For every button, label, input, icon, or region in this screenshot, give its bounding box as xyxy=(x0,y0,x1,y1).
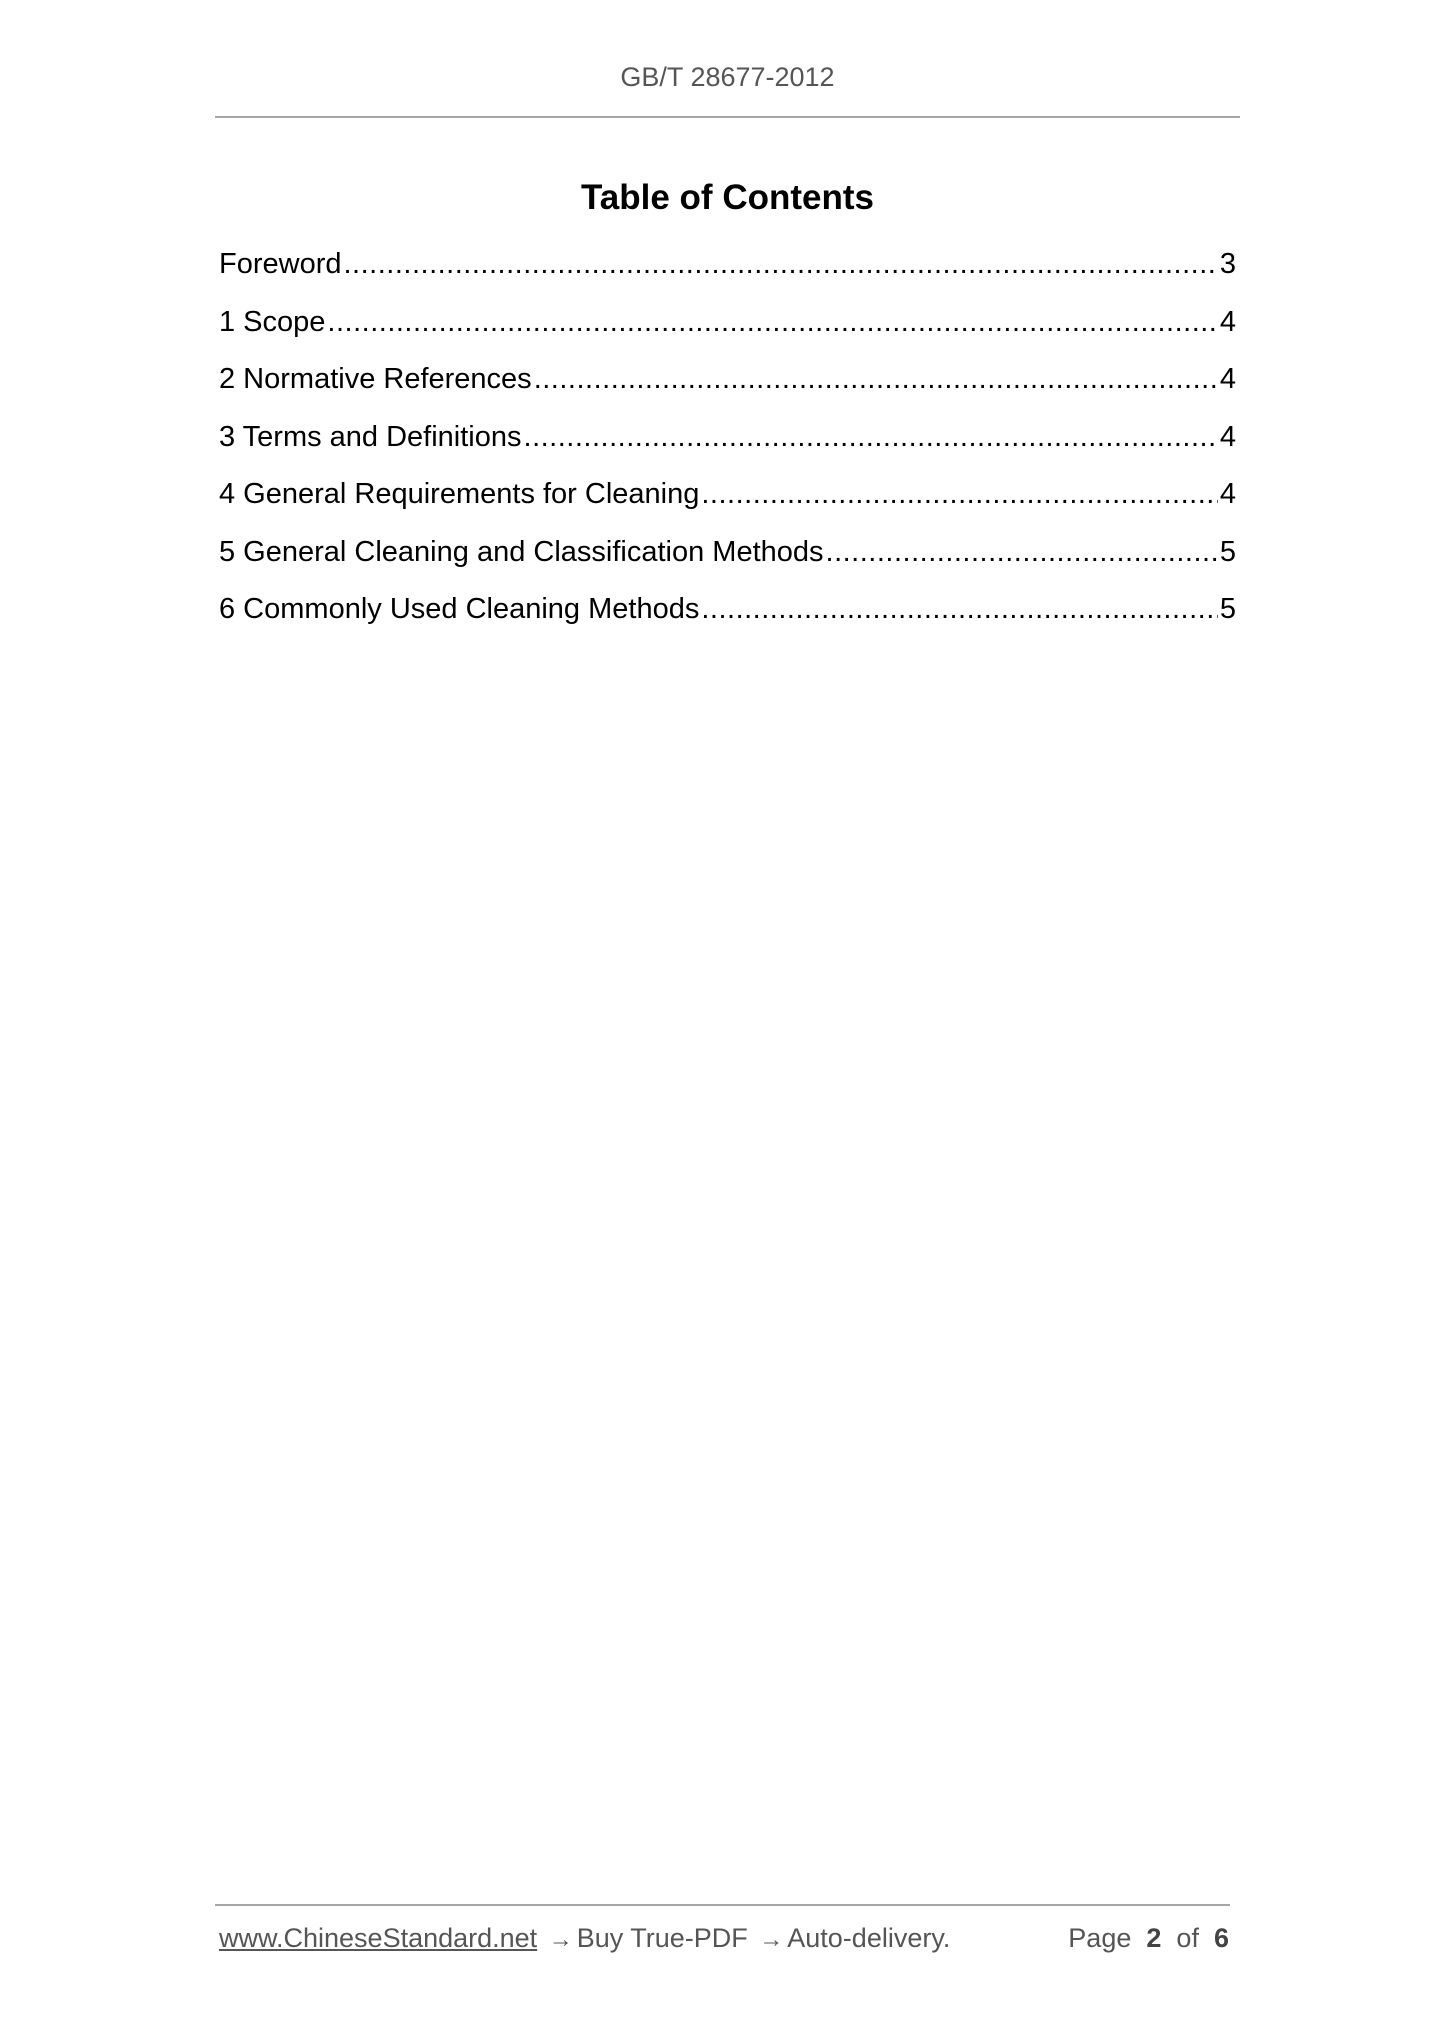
toc-entry-label: 5 General Cleaning and Classification Methods xyxy=(219,535,824,568)
page-total: 6 xyxy=(1213,1923,1229,1953)
toc-entry-label: 3 Terms and Definitions xyxy=(219,420,522,453)
header-divider xyxy=(215,116,1240,118)
toc-dot-leader xyxy=(524,421,1218,454)
toc-dot-leader xyxy=(826,536,1218,569)
toc-entry-general-cleaning-methods[interactable] xyxy=(219,536,1236,594)
toc-entry-foreword[interactable] xyxy=(219,248,1236,306)
toc-entry-terms-and-definitions[interactable] xyxy=(219,421,1236,479)
toc-dot-leader xyxy=(701,593,1218,626)
footer-delivery-text: Auto-delivery. xyxy=(787,1923,951,1953)
toc-entry-page: 5 xyxy=(1219,593,1236,625)
toc-dot-leader xyxy=(344,248,1218,281)
toc-dot-leader xyxy=(701,478,1217,511)
toc-entry-label: Foreword xyxy=(219,248,342,280)
footer-promo xyxy=(219,1923,950,1954)
toc-entry-page: 4 xyxy=(1219,363,1236,395)
arrow-right-icon: → xyxy=(548,1926,573,1953)
toc-dot-leader xyxy=(327,306,1217,339)
toc-entry-page: 3 xyxy=(1219,248,1236,280)
toc-entry-normative-references[interactable] xyxy=(219,363,1236,421)
toc-entry-label: 2 Normative References xyxy=(219,363,532,395)
toc-entry-label: 4 General Requirements for Cleaning xyxy=(219,478,700,510)
footer-divider xyxy=(215,1904,1230,1906)
page-header-standard-code: GB/T 28677-2012 xyxy=(620,62,835,92)
toc-title: Table of Contents xyxy=(581,178,874,217)
toc-entry-page: 4 xyxy=(1219,420,1236,453)
toc-entry-commonly-used-methods[interactable] xyxy=(219,593,1236,651)
toc-dot-leader xyxy=(534,363,1218,396)
toc-entry-scope[interactable] xyxy=(219,306,1236,364)
toc-entry-label: 6 Commonly Used Cleaning Methods xyxy=(219,593,700,625)
toc-entry-general-requirements[interactable] xyxy=(219,478,1236,536)
of-word: of xyxy=(1176,1923,1199,1953)
toc-entry-page: 4 xyxy=(1219,305,1236,338)
page-current: 2 xyxy=(1146,1923,1162,1953)
arrow-right-icon: → xyxy=(759,1926,784,1953)
page-word: Page xyxy=(1068,1923,1132,1953)
website-link[interactable]: www.ChineseStandard.net xyxy=(219,1923,538,1953)
page-number xyxy=(1068,1923,1229,1954)
toc-entry-page: 4 xyxy=(1219,478,1236,510)
toc-list xyxy=(219,248,1236,651)
toc-entry-label: 1 Scope xyxy=(219,305,326,338)
footer-buy-text: Buy True-PDF xyxy=(576,1923,748,1953)
toc-entry-page: 5 xyxy=(1219,535,1236,568)
